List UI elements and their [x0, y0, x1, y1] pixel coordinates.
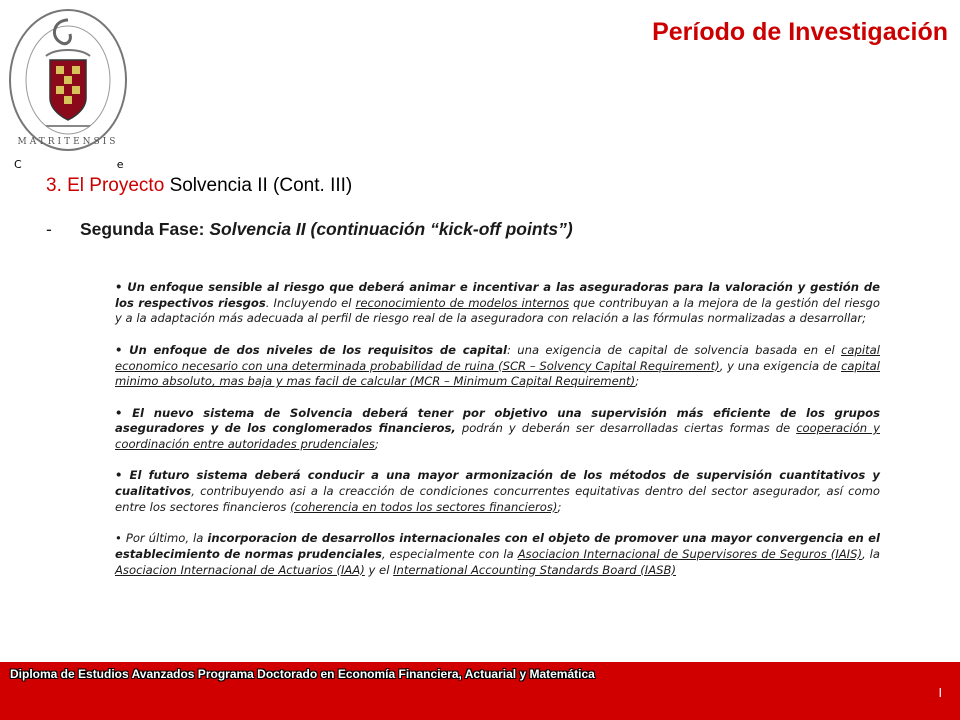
phase-label: Segunda Fase:: [80, 219, 210, 239]
svg-text:MATRITENSIS: MATRITENSIS: [17, 137, 119, 147]
section-heading-number: 3. El Proyecto: [46, 175, 170, 196]
bullet-item-risk-approach: [115, 280, 880, 327]
bullet-bold-text: incorporacion de desarrollos internacionales con el objeto de promover una mayor convergencia en el establecimiento de normas prudenciales: [115, 531, 880, 561]
bullet-text: y el: [364, 562, 394, 577]
bullet-item-capital-levels: [115, 343, 880, 390]
bullet-item-group-supervision: [115, 406, 880, 453]
bullet-text: : una exigencia de capital de solvencia basada en el: [507, 342, 842, 357]
bullet-text: . Incluyendo el: [265, 295, 356, 310]
section-heading-rest: Solvencia II (Cont. III): [169, 175, 353, 196]
stray-char: C: [14, 158, 117, 171]
bullet-text: • Por último, la: [115, 531, 208, 546]
bullet-text: podrán y deberán ser desarrolladas ciertas formas de: [455, 421, 797, 436]
bullet-text: que contribuyan a la mejora de la gestión del riesgo y a la adaptación más adecuada al perfil de riesgo real de la aseguradora con relación a las fórmulas normalizadas a desarrollar;: [115, 295, 880, 326]
bullet-list: [115, 280, 880, 594]
bullet-underlined-text: Asociacion Internacional de Actuarios (IAA): [115, 562, 365, 577]
phase-label-italic: Solvencia II (continuación “kick-off points”): [209, 219, 573, 239]
footer-bar: [0, 662, 960, 720]
bullet-text: ;: [635, 374, 640, 389]
phase-heading: [46, 219, 573, 240]
bullet-bold-text: • El futuro sistema deberá conducir a una mayor armonización de los métodos de supervisión cuantitativos y cualitativos: [115, 468, 880, 499]
bullet-bold-text: • Un enfoque de dos niveles de los requisitos de capital: [115, 342, 508, 357]
section-heading: [46, 175, 352, 197]
footer-page-mark: I: [938, 686, 942, 700]
footer-program-text: Diploma de Estudios Avanzados Programa Doctorado en Economía Financiera, Actuarial y Matemática: [10, 667, 595, 681]
page-title: Período de Investigación: [652, 18, 948, 46]
bullet-underlined-text: cooperación y coordinación entre autoridades prudenciales: [115, 421, 881, 451]
university-seal-logo: [6, 6, 130, 154]
bullet-item-harmonization: [115, 468, 880, 515]
bullet-underlined-text: reconocimiento de modelos internos: [355, 295, 570, 310]
stray-text-fragment: [14, 158, 218, 171]
bullet-bold-text: • Un enfoque sensible al riesgo que deberá animar e incentivar a las aseguradoras para la valoración y gestión de los respectivos riesgos: [115, 280, 880, 310]
bullet-text: ;: [557, 499, 562, 514]
bullet-text: , especialmente con la: [381, 546, 518, 561]
bullet-underlined-text: (coherencia en todos los sectores financieros): [290, 499, 558, 514]
bullet-text: , contribuyendo asi a la creacción de condiciones concurrentes equitativas dentro del sector asegurador, así como entre los sectores financieros: [115, 484, 880, 514]
bullet-underlined-text: Asociacion Internacional de Supervisores de Seguros (IAIS): [517, 546, 862, 561]
bullet-bold-text: • El nuevo sistema de Solvencia deberá tener por objetivo una supervisión más eficiente de los grupos aseguradores y de los conglomerados financieros,: [115, 405, 880, 436]
bullet-item-international: [115, 531, 880, 578]
bullet-text: , la: [861, 546, 880, 561]
stray-char: e: [116, 158, 219, 171]
bullet-underlined-text: capital economico necesario con una determinada probabilidad de ruina (SCR – Solvency Capital Requirement): [115, 342, 880, 373]
bullet-underlined-text: International Accounting Standards Board (IASB): [393, 562, 676, 577]
bullet-text: , y una exigencia de: [719, 358, 842, 373]
bullet-text: ;: [374, 437, 379, 451]
bullet-underlined-text: capital minimo absoluto, mas baja y mas facil de calcular (MCR – Minimum Capital Requirement): [115, 358, 880, 389]
phase-dash: -: [46, 219, 52, 239]
